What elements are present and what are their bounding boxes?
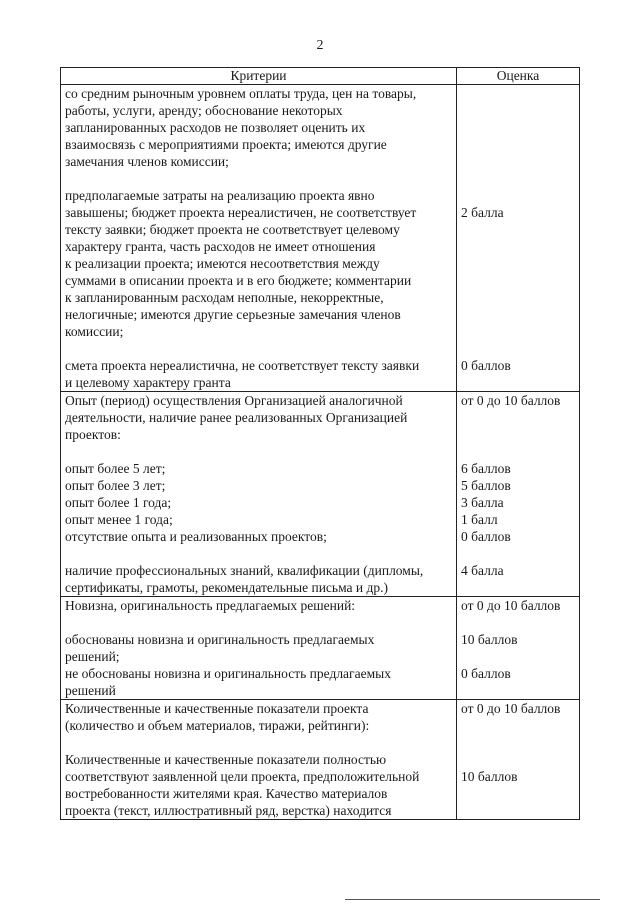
blank-line [65,443,452,460]
blank-line [461,187,575,204]
criteria-text-line: характеру гранта, часть расходов не имеет отношения [65,239,376,254]
blank-line [461,85,575,102]
score-cell [457,85,580,392]
criteria-text-line: Опыт (период) осуществления Организацией аналогичной [65,393,403,408]
criteria-text-line: завышены; бюджет проекта нереалистичен, не соответствует [65,205,417,220]
table-body [61,85,580,820]
criteria-text-line: обоснованы новизна и оригинальность предлагаемых [65,632,375,647]
criteria-text-line: решений [65,683,116,698]
score-text-line: 0 баллов [461,529,511,544]
blank-line [461,751,575,768]
criteria-text-line: комиссии; [65,324,124,339]
criteria-cell [61,85,457,392]
blank-line [461,119,575,136]
criteria-text-line: не обоснованы новизна и оригинальность предлагаемых [65,666,391,681]
criteria-text-line: опыт менее 1 года; [65,512,173,527]
criteria-text-line: предполагаемые затраты на реализацию проекта явно [65,188,375,203]
criteria-text-line: востребованности жителями края. Качество материалов [65,786,388,801]
criteria-text-line: суммами в описании проекта и в его бюджете; комментарии [65,273,412,288]
score-text-line: 10 баллов [461,632,518,647]
criteria-text-line: отсутствие опыта и реализованных проектов; [65,529,327,544]
criteria-text-line: запланированных расходов не позволяет оценить их [65,120,366,135]
blank-line [65,614,452,631]
score-text-line: 10 баллов [461,769,518,784]
score-text-line: 0 баллов [461,666,511,681]
criteria-text-line: тексту заявки; бюджет проекта не соответствует целевому [65,222,400,237]
criteria-text-line: Количественные и качественные показатели проекта [65,701,369,716]
blank-line [461,255,575,272]
blank-line [461,238,575,255]
score-text-line: 1 балл [461,512,498,527]
criteria-text-line: соответствуют заявленной цели проекта, предположительной [65,769,420,784]
score-text-line: от 0 до 10 баллов [461,598,561,613]
blank-line [461,374,575,391]
criteria-cell [61,597,457,700]
score-cell [457,700,580,820]
blank-line [65,170,452,187]
blank-line [461,545,575,562]
table-row [61,700,580,820]
criteria-text-line: наличие профессиональных знаний, квалификации (дипломы, [65,563,424,578]
criteria-cell [61,392,457,597]
criteria-text-line: Количественные и качественные показатели полностью [65,752,387,767]
blank-line [461,170,575,187]
footer-divider [345,899,600,900]
blank-line [461,648,575,665]
criteria-text-line: и целевому характеру гранта [65,375,231,390]
blank-line [65,545,452,562]
table-row [61,85,580,392]
table-row [61,392,580,597]
criteria-text-line: проекта (текст, иллюстративный ряд, верстка) находится [65,803,392,818]
score-text-line: 5 баллов [461,478,511,493]
header-score: Оценка [457,68,580,85]
blank-line [461,802,575,819]
score-text-line: 4 балла [461,563,504,578]
criteria-text-line: смета проекта нереалистична, не соответствует тексту заявки [65,358,420,373]
score-text-line: от 0 до 10 баллов [461,701,561,716]
score-cell [457,597,580,700]
blank-line [461,426,575,443]
criteria-text-line: взаимосвязь с мероприятиями проекта; имеются другие [65,137,387,152]
criteria-text-line: проектов: [65,427,121,442]
header-criteria: Критерии [61,68,457,85]
criteria-text-line: сертификаты, грамоты, рекомендательные письма и др.) [65,580,388,595]
page-number: 2 [316,38,324,53]
blank-line [65,734,452,751]
score-text-line: 0 баллов [461,358,511,373]
blank-line [461,306,575,323]
blank-line [65,340,452,357]
blank-line [461,785,575,802]
criteria-text-line: нелогичные; имеются другие серьезные замечания членов [65,307,401,322]
criteria-text-line: Новизна, оригинальность предлагаемых решений: [65,598,356,613]
criteria-text-line: опыт более 5 лет; [65,461,166,476]
blank-line [461,614,575,631]
blank-line [461,323,575,340]
blank-line [461,153,575,170]
criteria-text-line: замечания членов комиссии; [65,154,229,169]
criteria-text-line: опыт более 1 года; [65,495,172,510]
table-header-row [61,68,580,85]
blank-line [461,221,575,238]
criteria-text-line: к запланированным расходам неполные, некорректные, [65,290,384,305]
criteria-text-line: (количество и объем материалов, тиражи, рейтинги): [65,718,370,733]
blank-line [461,717,575,734]
criteria-text-line: деятельности, наличие ранее реализованных Организацией [65,410,408,425]
criteria-text-line: работы, услуги, аренду; обоснование некоторых [65,103,343,118]
blank-line [461,289,575,306]
criteria-text-line: к реализации проекта; имеются несоответствия между [65,256,380,271]
blank-line [461,682,575,699]
blank-line [461,409,575,426]
table-row [61,597,580,700]
criteria-cell [61,700,457,820]
blank-line [461,272,575,289]
blank-line [461,579,575,596]
score-text-line: от 0 до 10 баллов [461,393,561,408]
blank-line [461,102,575,119]
criteria-table [60,67,580,820]
criteria-text-line: решений; [65,649,120,664]
score-text-line: 2 балла [461,205,504,220]
score-cell [457,392,580,597]
blank-line [461,136,575,153]
blank-line [461,734,575,751]
criteria-text-line: опыт более 3 лет; [65,478,166,493]
blank-line [461,340,575,357]
criteria-text-line: со средним рыночным уровнем оплаты труда, цен на товары, [65,86,417,101]
score-text-line: 6 баллов [461,461,511,476]
blank-line [461,443,575,460]
score-text-line: 3 балла [461,495,504,510]
